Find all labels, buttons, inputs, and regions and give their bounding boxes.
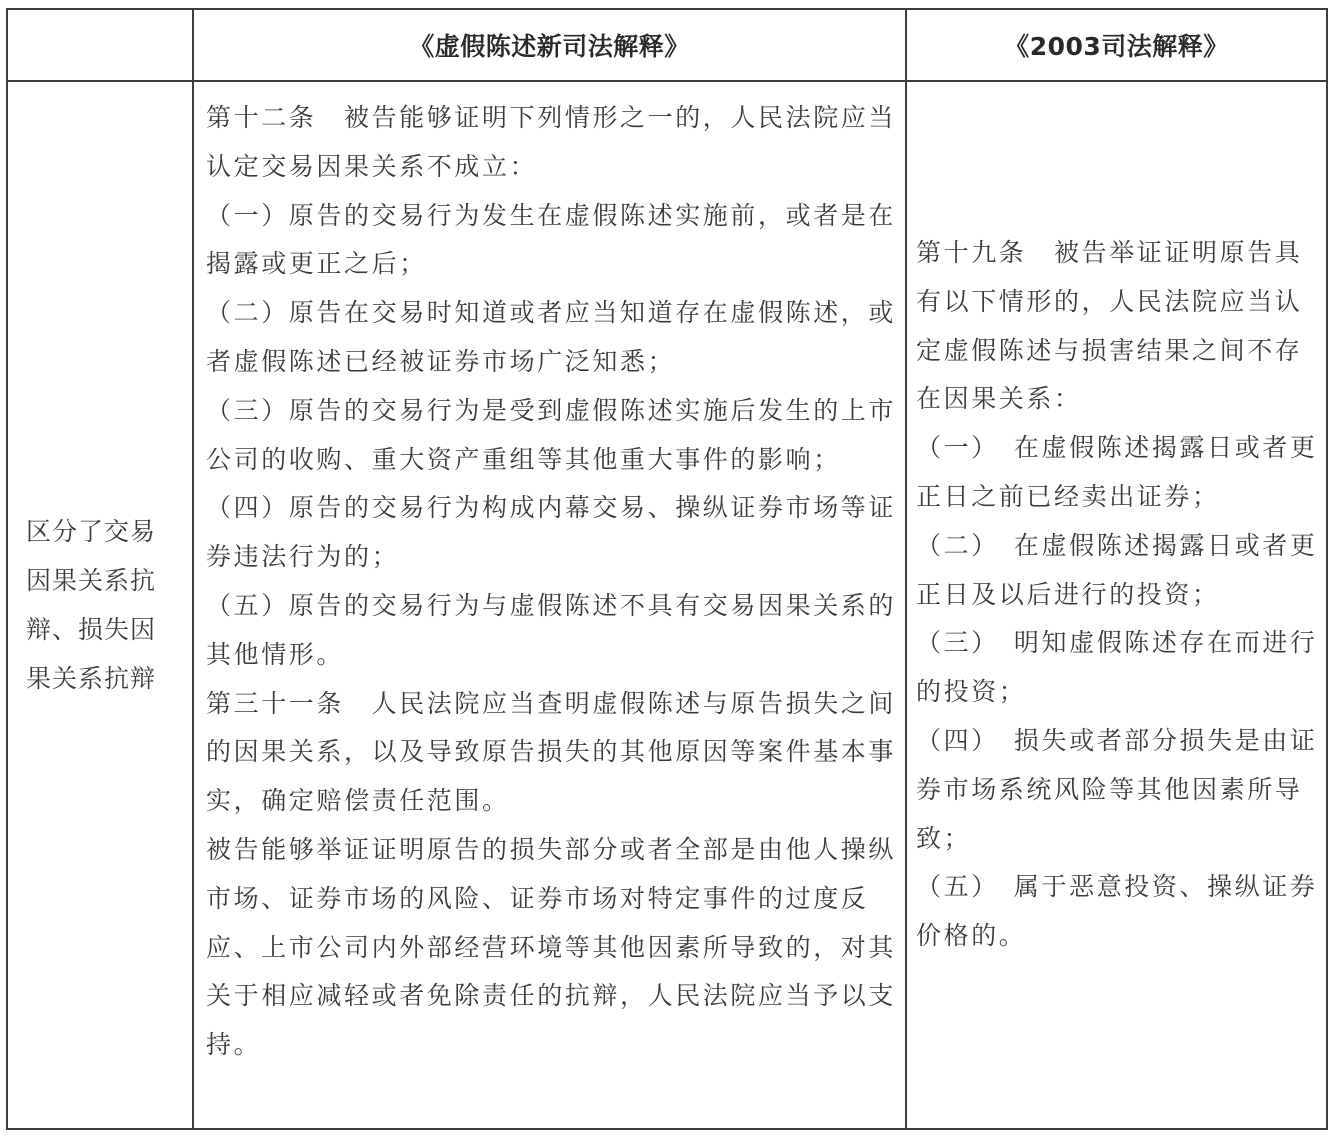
article-12-item-4: （四）原告的交易行为构成内幕交易、操纵证券市场等证券违法行为的； [206, 493, 897, 572]
row-label: 区分了交易因果关系抗辩、损失因果关系抗辩 [26, 517, 157, 693]
article-12-intro: 第十二条 被告能够证明下列情形之一的，人民法院应当认定交易因果关系不成立： [206, 103, 897, 181]
article-19-item-5: （五） 属于恶意投资、操纵证券价格的。 [916, 872, 1318, 951]
article-19-item-2: （二） 在虚假陈述揭露日或者更正日及以后进行的投资； [916, 530, 1318, 609]
article-31-para-1: 第三十一条 人民法院应当查明虚假陈述与原告损失之间的因果关系，以及导致原告损失的其他原因等案件基本事实，确定赔偿责任范围。 [206, 688, 897, 816]
article-12-item-1: （一）原告的交易行为发生在虚假陈述实施前，或者是在揭露或更正之后； [206, 200, 897, 279]
column-divider [905, 10, 907, 1128]
header-new-interpretation: 《虚假陈述新司法解释》 [409, 32, 690, 61]
header-2003-interpretation: 《2003司法解释》 [1004, 32, 1229, 61]
article-31-para-2: 被告能够举证证明原告的损失部分或者全部是由他人操纵市场、证券市场的风险、证券市场对特定事件的过度反应、上市公司内外部经营环境等其他因素所导致的，对其关于相应减轻或者免除责任的抗辩，人民法院应当予以支持。 [206, 834, 897, 1060]
comparison-table [6, 8, 1328, 1130]
article-19-intro: 第十九条 被告举证证明原告具有以下情形的，人民法院应当认定虚假陈述与损害结果之间不存在因果关系： [916, 238, 1303, 414]
new-interpretation-cell [206, 94, 896, 1070]
article-19-item-4: （四） 损失或者部分损失是由证券市场系统风险等其他因素所导致； [916, 725, 1318, 853]
article-12-item-3: （三）原告的交易行为是受到虚假陈述实施后发生的上市公司的收购、重大资产重组等其他重大事件的影响； [206, 395, 897, 474]
column-divider [192, 10, 194, 1128]
article-12-item-5: （五）原告的交易行为与虚假陈述不具有交易因果关系的其他情形。 [206, 590, 897, 669]
row-label-cell [8, 82, 192, 1128]
article-12-item-2: （二）原告在交易时知道或者应当知道存在虚假陈述，或者虚假陈述已经被证券市场广泛知悉； [206, 298, 897, 376]
2003-interpretation-cell [916, 82, 1321, 1128]
article-19-item-3: （三） 明知虚假陈述存在而进行的投资； [916, 628, 1318, 707]
article-19-item-1: （一） 在虚假陈述揭露日或者更正日之前已经卖出证券； [916, 433, 1318, 511]
